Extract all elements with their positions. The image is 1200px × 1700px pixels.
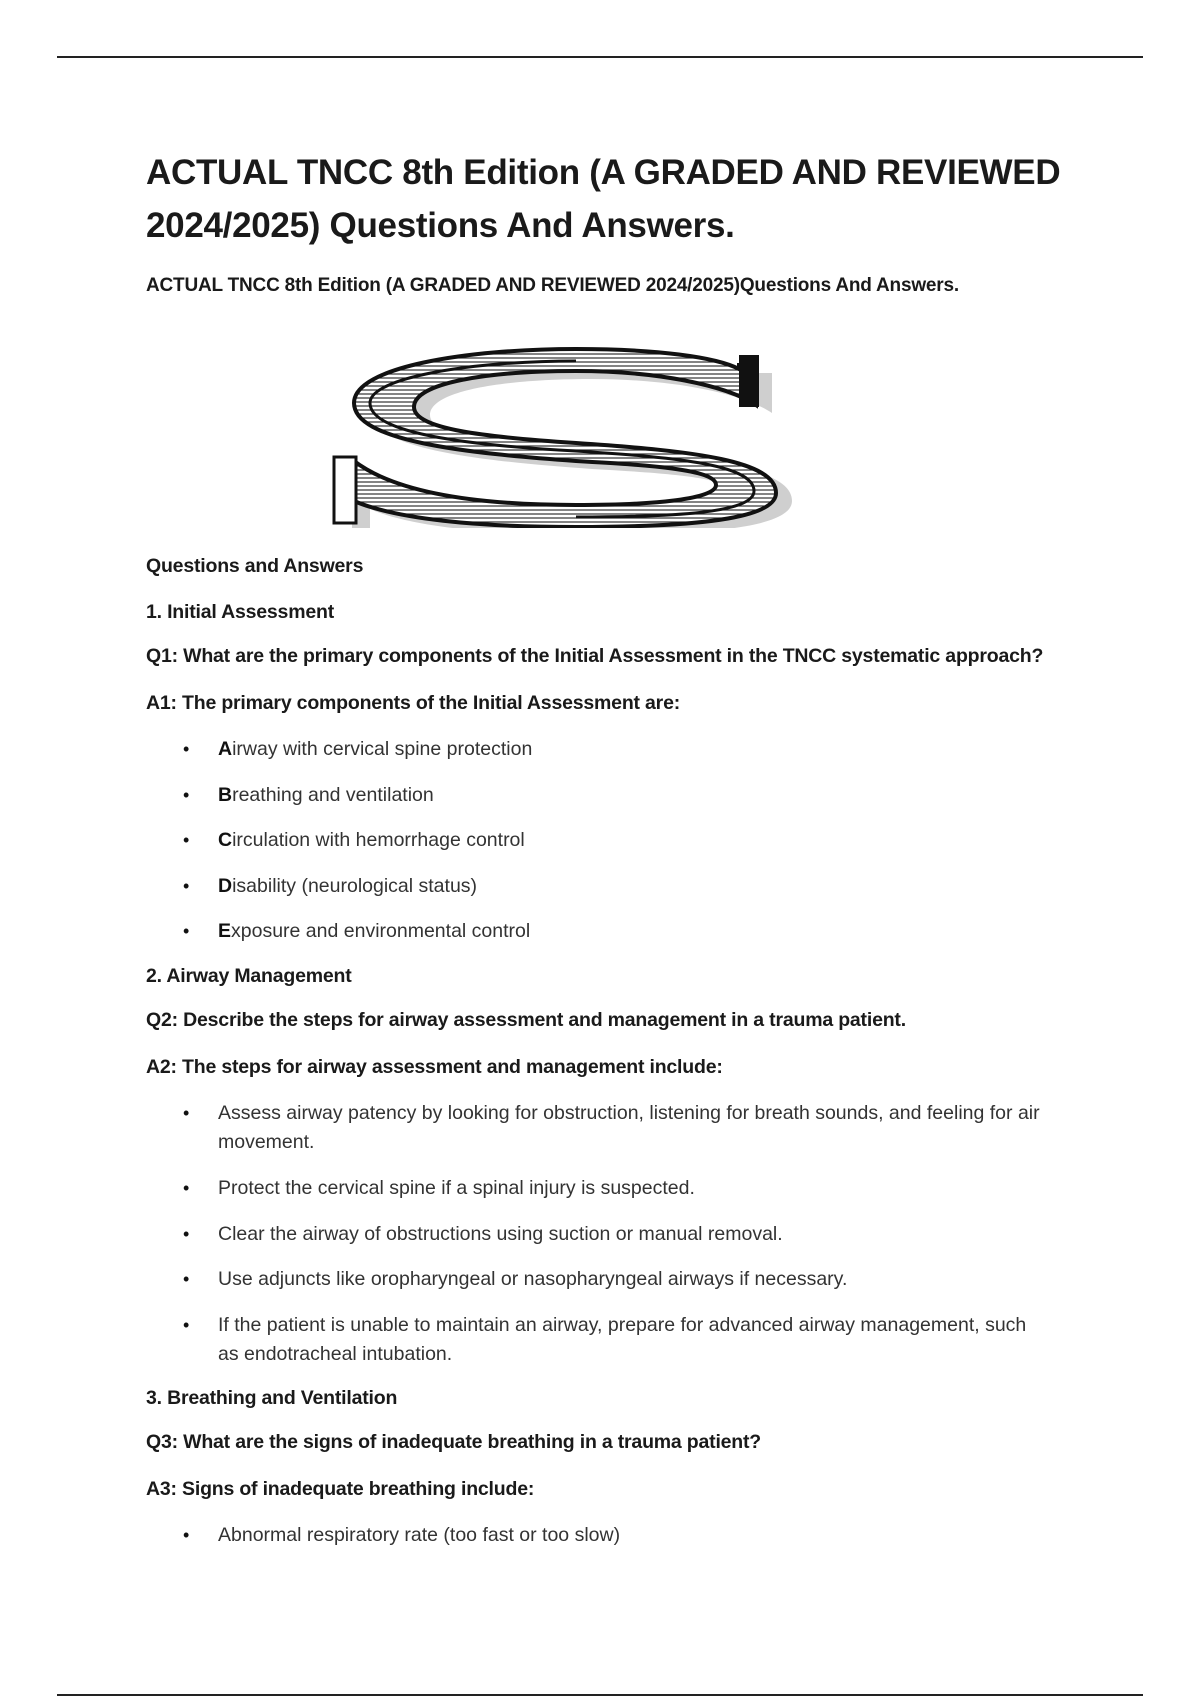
document-header <box>146 146 1076 297</box>
section-heading-qa: Questions and Answers <box>146 555 364 577</box>
title-line-2: 2024/2025) Questions And Answers. <box>146 206 735 245</box>
bullet-icon: • <box>183 1269 190 1289</box>
bullet-icon: • <box>183 1103 190 1123</box>
bullet-icon: • <box>183 1224 190 1244</box>
bullet-icon: • <box>183 1525 190 1545</box>
section-3-heading: 3. Breathing and Ventilation <box>146 1387 398 1409</box>
answer-3: A3: Signs of inadequate breathing include: <box>146 1478 535 1500</box>
bullet-icon: • <box>183 1315 190 1335</box>
bullet-icon: • <box>183 921 190 941</box>
question-3: Q3: What are the signs of inadequate breathing in a trauma patient? <box>146 1431 762 1453</box>
bullet-icon: • <box>183 1178 190 1198</box>
bullet-icon: • <box>183 739 190 759</box>
section-1-heading: 1. Initial Assessment <box>146 601 334 623</box>
document-subtitle: ACTUAL TNCC 8th Edition (A GRADED AND REVIEWED 2024/2025)Questions And Answers. <box>146 275 959 296</box>
answer-2: A2: The steps for airway assessment and management include: <box>146 1056 723 1078</box>
question-1: Q1: What are the primary components of the Initial Assessment in the TNCC systematic approach? <box>146 645 1044 667</box>
question-2: Q2: Describe the steps for airway assessment and management in a trauma patient. <box>146 1009 906 1031</box>
answer-1: A1: The primary components of the Initial Assessment are: <box>146 692 681 714</box>
s-logo-image <box>314 333 804 528</box>
document-title <box>146 146 1076 252</box>
section-2-heading: 2. Airway Management <box>146 965 352 987</box>
bottom-rule <box>57 1694 1143 1696</box>
bullet-icon: • <box>183 785 190 805</box>
top-rule <box>57 56 1143 58</box>
bullet-icon: • <box>183 876 190 896</box>
bullet-icon: • <box>183 830 190 850</box>
title-line-1: ACTUAL TNCC 8th Edition (A GRADED AND REVIEWED <box>146 153 1061 192</box>
